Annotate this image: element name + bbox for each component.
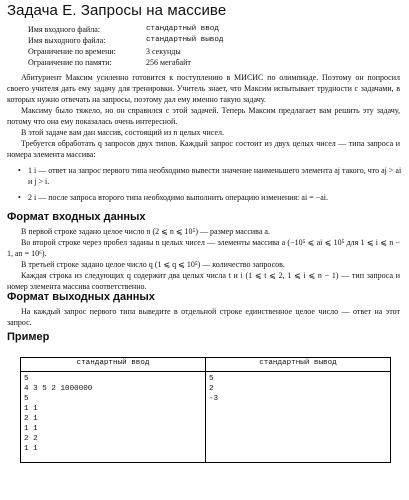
example-output-header: стандартный вывод	[206, 358, 391, 372]
intro-paragraph: Требуется обработать q запросов двух типов. Каждый запрос состоит из двух целых чисел — типа запроса и номера элемента массива:	[7, 139, 400, 159]
meta-row-output-file	[28, 35, 223, 46]
example-input-line: 2 1	[24, 415, 38, 423]
meta-value: 3 секунды	[146, 47, 181, 56]
input-format-heading: Формат входных данных	[7, 211, 146, 223]
problem-title: Задача E. Запросы на массиве	[7, 2, 227, 19]
example-output-line: 2	[209, 385, 214, 393]
example-input-line: 1 1	[24, 425, 38, 433]
example-input-line: 1 1	[24, 405, 38, 413]
example-output-cell	[206, 372, 391, 463]
intro-paragraph: Абитуриент Максим усиленно готовится к поступлению в МИСИС по олимпиаде. Поэтому он попросил своего учителя дать ему задачу для тренировки. Учитель знает, что Максим испытывает трудности с задачами, в которых нужно отвечать на запросы, поэтому дал ему именно такую задачу.	[7, 73, 400, 104]
example-input-cell	[21, 372, 206, 463]
example-heading: Пример	[7, 331, 50, 343]
query-types-list	[18, 165, 402, 208]
input-paragraph: В третьей строке задано целое число q (1 ⩽ q ⩽ 10⁵) — количество запросов.	[21, 260, 285, 269]
output-format-heading: Формат выходных данных	[7, 291, 155, 303]
meta-label: Ограничение по времени:	[28, 47, 116, 56]
example-input-line: 4 3 5 2 1000000	[24, 385, 93, 393]
example-input-line: 2 2	[24, 435, 38, 443]
meta-label: Имя входного файла:	[28, 25, 100, 34]
input-format-text	[7, 226, 400, 292]
example-input-header: стандартный ввод	[21, 358, 206, 372]
list-item: • 2 i — после запроса второго типа необходимо выполнить операцию изменения: ai = −ai.	[18, 192, 402, 203]
intro-paragraph: Максиму было тяжело, но он справился с этой задачей. Теперь Максим предлагает вам решить эту задачу, потому что она ему показалась очень интересной.	[7, 106, 400, 126]
intro-paragraph: В этой задаче вам дан массив, состоящий из n целых чисел.	[21, 128, 225, 137]
list-item: • 1 i — ответ на запрос первого типа необходимо вывести значение наименьшего элемента aj такого, что aj > ai и j > i.	[18, 165, 402, 187]
output-paragraph: На каждый запрос первого типа выведите в отдельной строке единственное целое число — ответ на этот запрос.	[7, 307, 400, 327]
problem-intro	[7, 72, 400, 160]
meta-value: 256 мегабайт	[146, 58, 191, 67]
example-output-line: 5	[209, 375, 214, 383]
example-output-line: -3	[209, 395, 219, 403]
meta-label: Ограничение по памяти:	[28, 58, 112, 67]
example-input-line: 5	[24, 395, 29, 403]
input-paragraph: Во второй строке через пробел заданы n целых чисел — элементы массива a (−10⁵ ⩽ ai ⩽ 10⁵ для 1 ⩽ i ⩽ n − 1, an = 10⁶).	[7, 238, 400, 258]
problem-meta	[28, 24, 223, 68]
example-table	[20, 357, 391, 463]
meta-row-memory-limit	[28, 57, 223, 68]
example-input-line: 1 1	[24, 445, 38, 453]
meta-row-input-file	[28, 24, 223, 35]
input-paragraph: Каждая строка из следующих q содержит два целых числа t и i (1 ⩽ t ⩽ 2, 1 ⩽ i ⩽ n − 1) — тип запроса и номер элемента массива соответственно.	[7, 271, 400, 291]
example-body-row	[21, 372, 391, 463]
example-header-row	[21, 358, 391, 372]
meta-value: стандартный ввод	[146, 25, 219, 33]
meta-row-time-limit	[28, 46, 223, 57]
output-format-text	[7, 306, 400, 328]
input-paragraph: В первой строке задано целое число n (2 ⩽ n ⩽ 10⁵) — размер массива a.	[21, 227, 270, 236]
meta-label: Имя выходного файла:	[28, 36, 106, 45]
example-input-line: 5	[24, 375, 29, 383]
meta-value: стандартный вывод	[146, 36, 224, 44]
